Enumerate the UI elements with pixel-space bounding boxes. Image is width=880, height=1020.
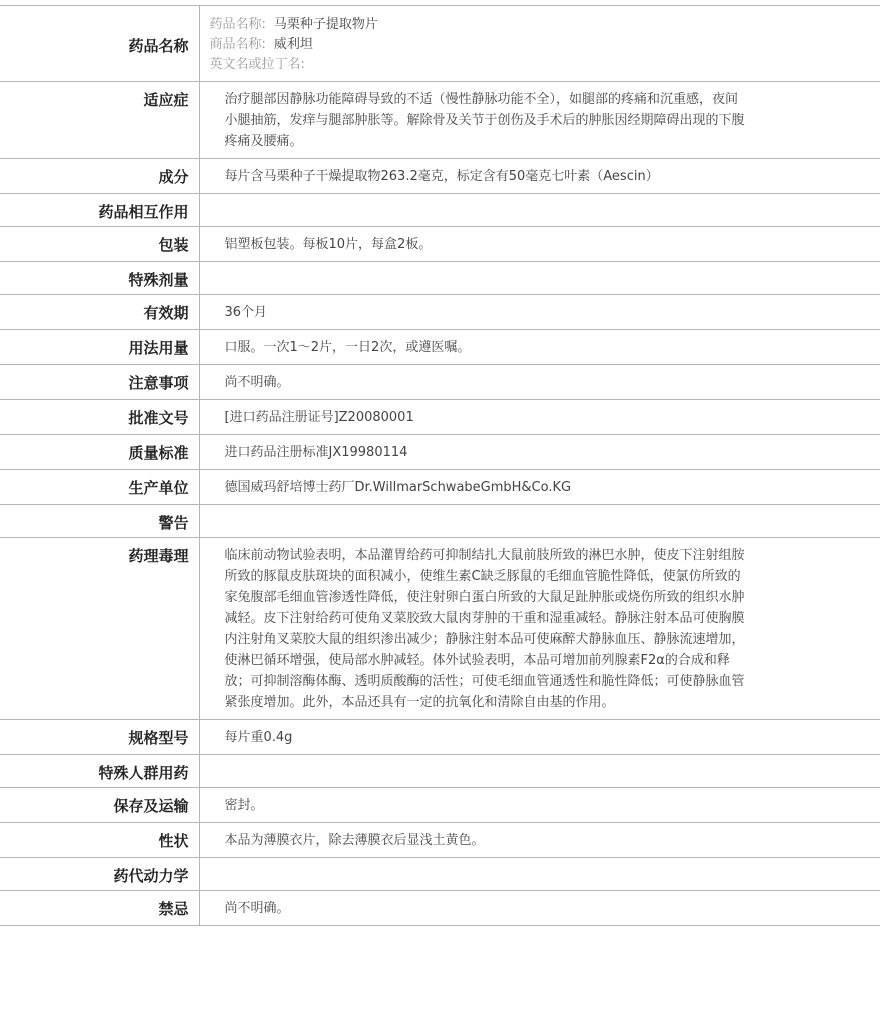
english-name-key: 英文名或拉丁名:: [209, 57, 305, 72]
value-line: 本品为薄膜衣片，除去薄膜衣后显浅土黄色。: [224, 833, 485, 848]
row-label: 药品名称: [0, 6, 199, 82]
value-line: 进口药品注册标准JX19980114: [224, 445, 408, 460]
row-value: [199, 194, 880, 227]
row-value: [199, 400, 880, 435]
value-line: 放；可抑制溶酶体酶、透明质酸酶的活性；可使毛细血管通透性和脆性降低；可使静脉血管: [224, 674, 745, 689]
table-row: [0, 788, 880, 823]
row-label: 特殊人群用药: [0, 755, 199, 788]
trade-name-value: 威利坦: [273, 37, 313, 52]
generic-name-value: 马栗种子提取物片: [273, 17, 378, 32]
generic-name-line: [210, 15, 871, 35]
value-line: 36个月: [224, 305, 268, 320]
row-label: 禁忌: [0, 891, 199, 926]
generic-name-key: 药品名称:: [209, 17, 266, 32]
row-label: 批准文号: [0, 400, 199, 435]
row-label: 特殊剂量: [0, 262, 199, 295]
row-label: 保存及运输: [0, 788, 199, 823]
value-line: 每片含马栗种子干燥提取物263.2毫克，标定含有50毫克七叶素（Aescin）: [224, 169, 659, 184]
row-label: 有效期: [0, 295, 199, 330]
table-row: [0, 538, 880, 720]
row-value: [199, 470, 880, 505]
value-line: 口服。一次1～2片，一日2次，或遵医嘱。: [224, 340, 471, 355]
value-line: 紧张度增加。此外，本品还具有一定的抗氧化和清除自由基的作用。: [224, 695, 615, 710]
trade-name-key: 商品名称:: [209, 37, 266, 52]
drug-info-page: [0, 5, 880, 926]
table-row: [0, 823, 880, 858]
row-value: [199, 891, 880, 926]
table-row: [0, 295, 880, 330]
value-line: 使淋巴循环增强，使局部水肿减轻。体外试验表明，本品可增加前列腺素F2α的合成和释: [224, 653, 730, 668]
row-value: [199, 262, 880, 295]
value-line: 铝塑板包装。每板10片，每盒2板。: [224, 237, 432, 252]
value-line: 减轻。皮下注射给药可使角叉菜胶致大鼠肉芽肿的干重和湿重减轻。静脉注射本品可使胸膜: [224, 611, 745, 626]
row-value: [199, 788, 880, 823]
row-label: 性状: [0, 823, 199, 858]
row-value: [199, 823, 880, 858]
value-line: 尚不明确。: [224, 901, 290, 916]
row-label: 警告: [0, 505, 199, 538]
row-value: [199, 365, 880, 400]
table-row: [0, 330, 880, 365]
value-line: 尚不明确。: [224, 375, 290, 390]
table-row: [0, 365, 880, 400]
row-label: 药理毒理: [0, 538, 199, 720]
drug-info-table: [0, 5, 880, 926]
row-value: [199, 720, 880, 755]
row-label: 包装: [0, 227, 199, 262]
row-label: 注意事项: [0, 365, 199, 400]
value-line: 临床前动物试验表明，本品灌胃给药可抑制结扎大鼠前肢所致的淋巴水肿，使皮下注射组胺: [224, 548, 745, 563]
table-row: [0, 159, 880, 194]
table-row: [0, 400, 880, 435]
row-value: [199, 538, 880, 720]
value-line: 家兔腹部毛细血管渗透性降低，使注射卵白蛋白所致的大鼠足趾肿胀或烧伤所致的组织水肿: [224, 590, 745, 605]
value-line: 内注射角叉菜胶大鼠的组织渗出减少；静脉注射本品可使麻醉犬静脉血压、静脉流速增加，: [224, 632, 745, 647]
row-value: [199, 227, 880, 262]
row-label: 适应症: [0, 82, 199, 159]
table-row-drug-name: [0, 6, 880, 82]
table-row: [0, 227, 880, 262]
table-row: [0, 505, 880, 538]
trade-name-line: [210, 35, 871, 55]
row-value: [199, 159, 880, 194]
row-value: [199, 82, 880, 159]
value-line: [进口药品注册证号]Z20080001: [224, 410, 414, 425]
row-value: [199, 755, 880, 788]
value-line: 每片重0.4g: [224, 730, 293, 745]
row-value: [199, 505, 880, 538]
row-value: [199, 858, 880, 891]
value-line: 小腿抽筋，发痒与腿部肿胀等。解除骨及关节于创伤及手术后的肿胀因经期障碍出现的下腹: [224, 113, 745, 128]
table-row: [0, 755, 880, 788]
value-line: 疼痛及腰痛。: [224, 134, 303, 149]
table-row: [0, 435, 880, 470]
table-row: [0, 858, 880, 891]
row-label: 药代动力学: [0, 858, 199, 891]
value-line: 德国威玛舒培博士药厂Dr.WillmarSchwabeGmbH&Co.KG: [224, 480, 572, 495]
row-label: 用法用量: [0, 330, 199, 365]
drug-name-cell: [199, 6, 880, 82]
row-label: 生产单位: [0, 470, 199, 505]
row-value: [199, 435, 880, 470]
value-line: 治疗腿部因静脉功能障碍导致的不适（慢性静脉功能不全），如腿部的疼痛和沉重感，夜间: [224, 92, 739, 107]
english-name-line: [210, 55, 871, 75]
row-value: [199, 295, 880, 330]
value-line: 密封。: [224, 798, 264, 813]
row-label: 质量标准: [0, 435, 199, 470]
table-row: [0, 194, 880, 227]
row-value: [199, 330, 880, 365]
table-row: [0, 262, 880, 295]
table-row: [0, 470, 880, 505]
table-row: [0, 720, 880, 755]
row-label: 规格型号: [0, 720, 199, 755]
table-row: [0, 82, 880, 159]
value-line: 所致的豚鼠皮肤斑块的面积减小，使维生素C缺乏豚鼠的毛细血管脆性降低，使氯仿所致的: [224, 569, 741, 584]
table-row: [0, 891, 880, 926]
row-label: 药品相互作用: [0, 194, 199, 227]
row-label: 成分: [0, 159, 199, 194]
